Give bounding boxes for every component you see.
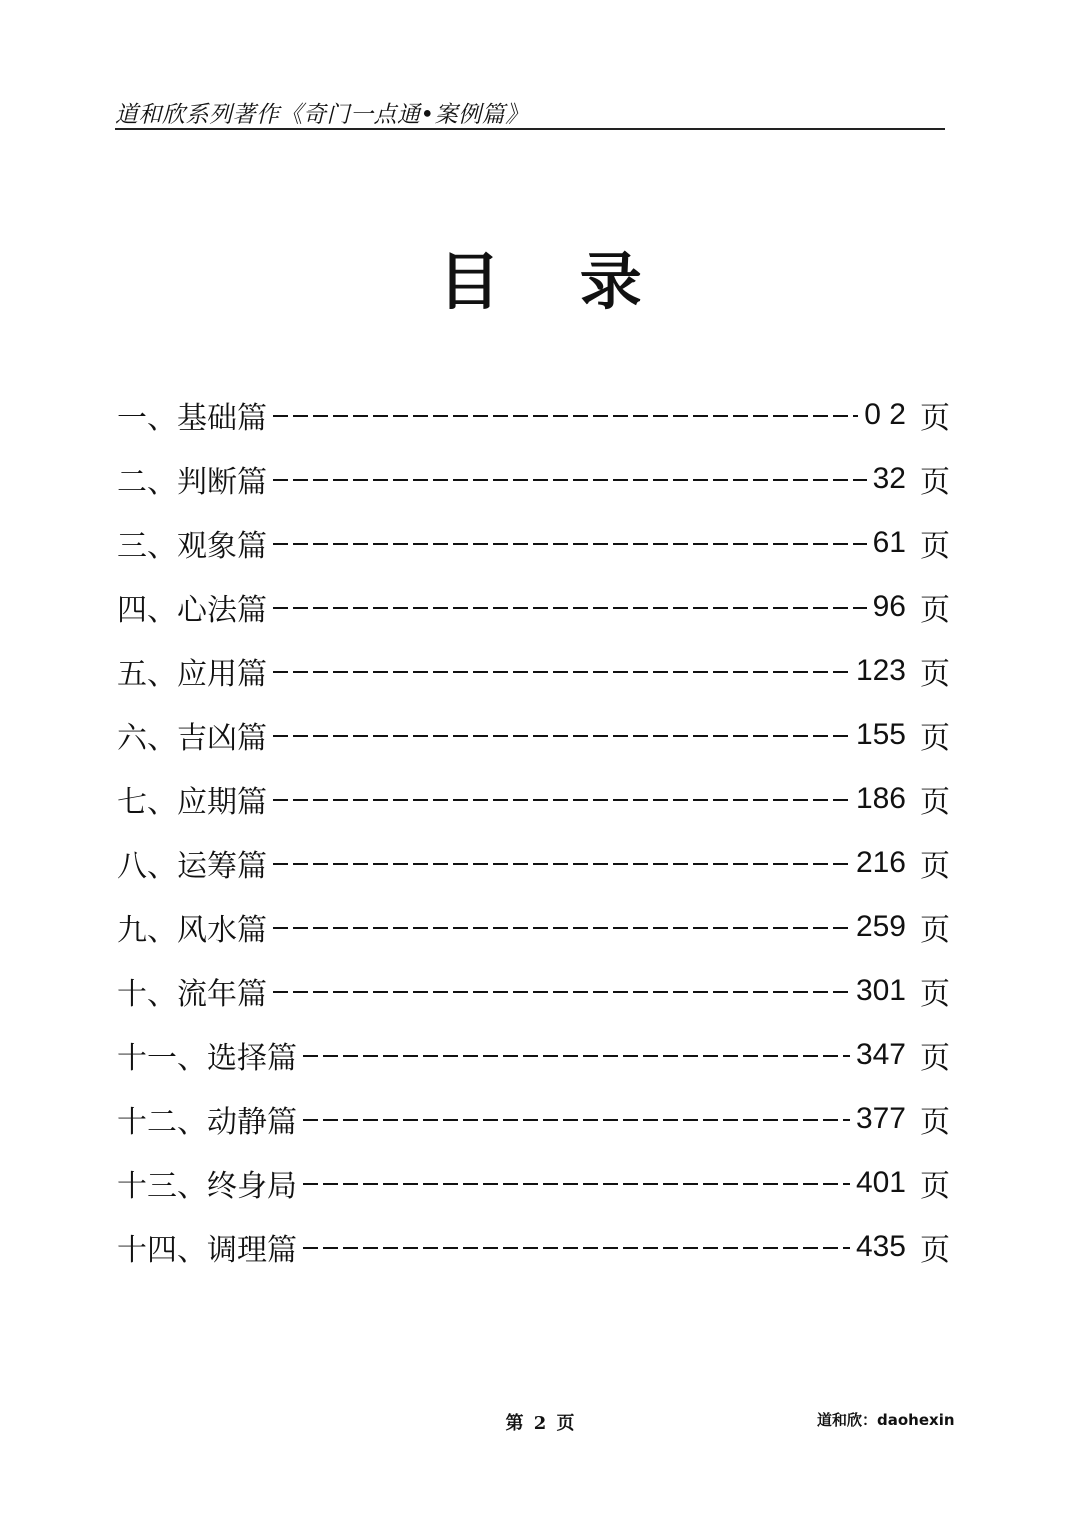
table-of-contents [117,383,950,1279]
toc-entry-title: 调理篇 [207,1233,297,1268]
toc-entry-page-unit: 页 [920,721,950,756]
toc-entry[interactable] [117,383,950,447]
toc-entry-page: 61 [872,526,906,559]
dash-leader [273,991,850,993]
toc-entry-title: 观象篇 [177,529,267,564]
toc-entry-page-unit: 页 [920,401,950,436]
toc-entry-title: 风水篇 [177,913,267,948]
toc-entry[interactable] [117,1087,950,1151]
toc-entry-page-unit: 页 [920,593,950,628]
toc-entry-page: 401 [855,1166,906,1199]
dash-leader [273,799,850,801]
toc-entry-number: 十二、 [117,1105,207,1140]
toc-entry-title: 终身局 [207,1169,297,1204]
dash-leader [273,927,850,929]
toc-entry-page-unit: 页 [920,465,950,500]
toc-entry-page: 32 [872,462,906,495]
dash-leader [273,863,850,865]
toc-entry-page: 0 2 [864,398,906,431]
toc-entry-number: 九、 [117,913,177,948]
toc-entry-title: 判断篇 [177,465,267,500]
page-number: 第 2 页 [505,1413,575,1434]
toc-entry[interactable] [117,1023,950,1087]
toc-entry-number: 七、 [117,785,177,820]
dash-leader [303,1183,850,1185]
toc-entry-title: 应用篇 [177,657,267,692]
toc-entry-page-unit: 页 [920,657,950,692]
toc-entry-title: 运筹篇 [177,849,267,884]
toc-entry-number: 二、 [117,465,177,500]
author-credit: 道和欣：daohexin [817,1411,955,1429]
toc-entry-title: 选择篇 [207,1041,297,1076]
toc-entry-number: 八、 [117,849,177,884]
toc-entry-page-unit: 页 [920,529,950,564]
toc-entry-page: 435 [855,1230,906,1263]
toc-entry[interactable] [117,447,950,511]
toc-entry[interactable] [117,895,950,959]
toc-entry[interactable] [117,511,950,575]
running-header [115,96,945,130]
toc-entry-page: 347 [855,1038,906,1071]
toc-entry-number: 六、 [117,721,177,756]
toc-entry-title: 吉凶篇 [177,721,267,756]
dash-leader [273,607,867,609]
dash-leader [273,543,867,545]
dash-leader [273,415,858,417]
toc-entry[interactable] [117,1215,950,1279]
toc-entry-page: 259 [855,910,906,943]
toc-entry-title: 基础篇 [177,401,267,436]
toc-entry-page-unit: 页 [920,1233,950,1268]
toc-entry-page: 96 [872,590,906,623]
toc-entry-page: 377 [855,1102,906,1135]
toc-entry-page: 216 [855,846,906,879]
dash-leader [273,671,850,673]
toc-entry-page-unit: 页 [920,1041,950,1076]
toc-entry-number: 三、 [117,529,177,564]
toc-entry-number: 五、 [117,657,177,692]
toc-entry-title: 动静篇 [207,1105,297,1140]
toc-entry-page-unit: 页 [920,913,950,948]
header-title: 道和欣系列著作《奇门一点通•案例篇》 [115,102,529,128]
toc-entry-number: 十三、 [117,1169,207,1204]
toc-entry-page-unit: 页 [920,977,950,1012]
toc-entry-page: 186 [855,782,906,815]
toc-entry-number: 十、 [117,977,177,1012]
toc-entry-page-unit: 页 [920,785,950,820]
page-title: 目 录 [438,245,642,318]
toc-entry[interactable] [117,959,950,1023]
dash-leader [303,1247,850,1249]
dash-leader [303,1119,850,1121]
toc-entry-page-unit: 页 [920,1169,950,1204]
toc-entry[interactable] [117,1151,950,1215]
toc-entry-title: 应期篇 [177,785,267,820]
toc-entry-page: 301 [855,974,906,1007]
toc-entry-number: 十四、 [117,1233,207,1268]
toc-entry-title: 流年篇 [177,977,267,1012]
dash-leader [273,735,850,737]
dash-leader [303,1055,850,1057]
toc-entry[interactable] [117,831,950,895]
toc-entry-page-unit: 页 [920,849,950,884]
toc-entry-page: 123 [855,654,906,687]
toc-entry-page: 155 [855,718,906,751]
toc-entry-number: 四、 [117,593,177,628]
toc-entry[interactable] [117,703,950,767]
toc-entry-number: 一、 [117,401,177,436]
dash-leader [273,479,867,481]
toc-entry[interactable] [117,767,950,831]
toc-entry-title: 心法篇 [177,593,267,628]
toc-entry-page-unit: 页 [920,1105,950,1140]
toc-entry-number: 十一、 [117,1041,207,1076]
toc-entry[interactable] [117,575,950,639]
toc-entry[interactable] [117,639,950,703]
